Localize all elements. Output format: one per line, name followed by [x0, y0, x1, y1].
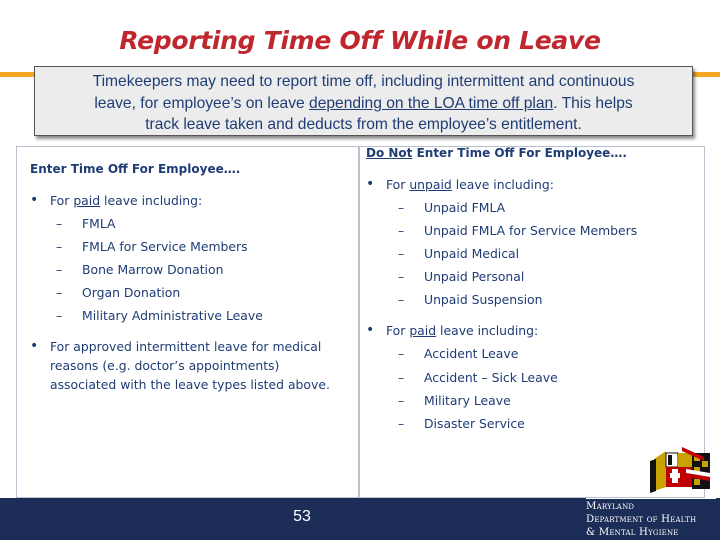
list-item-label: Unpaid Personal — [424, 269, 525, 284]
bullet-text-pre: For — [50, 193, 74, 208]
bullet-text-emph: paid — [73, 193, 101, 208]
intro-line-1: Timekeepers may need to report time off, including intermittent and continuous — [92, 73, 635, 90]
intro-link[interactable]: depending on the LOA time off plan — [309, 94, 554, 112]
list-item-label: Bone Marrow Donation — [82, 262, 224, 277]
bullet-line: For approved intermittent leave for medical — [50, 339, 322, 354]
list-item-label: Unpaid FMLA — [424, 200, 506, 215]
list-item-label: Disaster Service — [424, 416, 525, 431]
bullet-dot: • — [366, 322, 375, 338]
bullet-dot: • — [30, 192, 39, 208]
org-line-1: Maryland — [586, 501, 635, 512]
list-item-label: FMLA for Service Members — [82, 239, 248, 254]
org-line-2: Department of Health — [586, 514, 697, 525]
intro-line-2-pre: leave, for employee’s on leave — [94, 94, 310, 112]
list-item-label: Military Administrative Leave — [82, 308, 263, 323]
bullet-line: associated with the leave types listed above. — [50, 377, 330, 392]
intro-line-2-post: . This helps — [553, 94, 633, 112]
dash: – — [398, 370, 405, 385]
bullet-dot: • — [366, 176, 375, 192]
dash: – — [398, 269, 405, 284]
dash: – — [398, 223, 405, 238]
list-item-label: Unpaid Suspension — [424, 292, 543, 307]
dash: – — [398, 292, 405, 307]
right-heading — [366, 146, 627, 160]
dash: – — [56, 216, 63, 231]
bullet-text-emph: unpaid — [409, 177, 452, 192]
intro-line-3: track leave taken and deducts from the employee’s entitlement. — [145, 116, 582, 133]
bullet-text-post: leave including: — [100, 193, 203, 208]
accent-rule-left — [0, 72, 34, 77]
slide-title: Reporting Time Off While on Leave — [119, 26, 601, 55]
list-item-label: Accident Leave — [424, 346, 519, 361]
list-item-label: Organ Donation — [82, 285, 181, 300]
list-item-label: Accident – Sick Leave — [424, 370, 558, 385]
logo-graphic — [646, 447, 714, 495]
intro-box — [34, 66, 693, 136]
dash: – — [398, 246, 405, 261]
bullet-text-post: leave including: — [451, 177, 554, 192]
right-panel — [359, 146, 705, 498]
dash: – — [398, 200, 405, 215]
bullet-text-pre: For — [386, 323, 410, 338]
bullet-text-pre: For — [386, 177, 410, 192]
dash: – — [56, 308, 63, 323]
right-heading-emph: Do Not — [366, 146, 413, 160]
list-item-label: Unpaid Medical — [424, 246, 520, 261]
dash: – — [56, 285, 63, 300]
org-rule — [586, 498, 716, 499]
list-item-label: Unpaid FMLA for Service Members — [424, 223, 638, 238]
list-item-label: FMLA — [82, 216, 116, 231]
org-line-3: & Mental Hygiene — [586, 527, 679, 538]
bullet-line: reasons (e.g. doctor’s appointments) — [50, 358, 280, 373]
org-name — [586, 500, 720, 539]
page-number: 53 — [293, 508, 311, 525]
dash: – — [398, 393, 405, 408]
list-item-label: Military Leave — [424, 393, 511, 408]
dash: – — [56, 262, 63, 277]
left-heading: Enter Time Off For Employee…. — [30, 162, 241, 176]
right-heading-post: Enter Time Off For Employee…. — [412, 146, 627, 160]
dash: – — [398, 416, 405, 431]
dash: – — [56, 239, 63, 254]
dash: – — [398, 346, 405, 361]
bullet-text-emph: paid — [409, 323, 437, 338]
dhmh-logo-icon — [646, 447, 714, 495]
bullet-text-post: leave including: — [436, 323, 539, 338]
bullet-dot: • — [30, 338, 39, 354]
accent-rule-right — [693, 72, 720, 77]
